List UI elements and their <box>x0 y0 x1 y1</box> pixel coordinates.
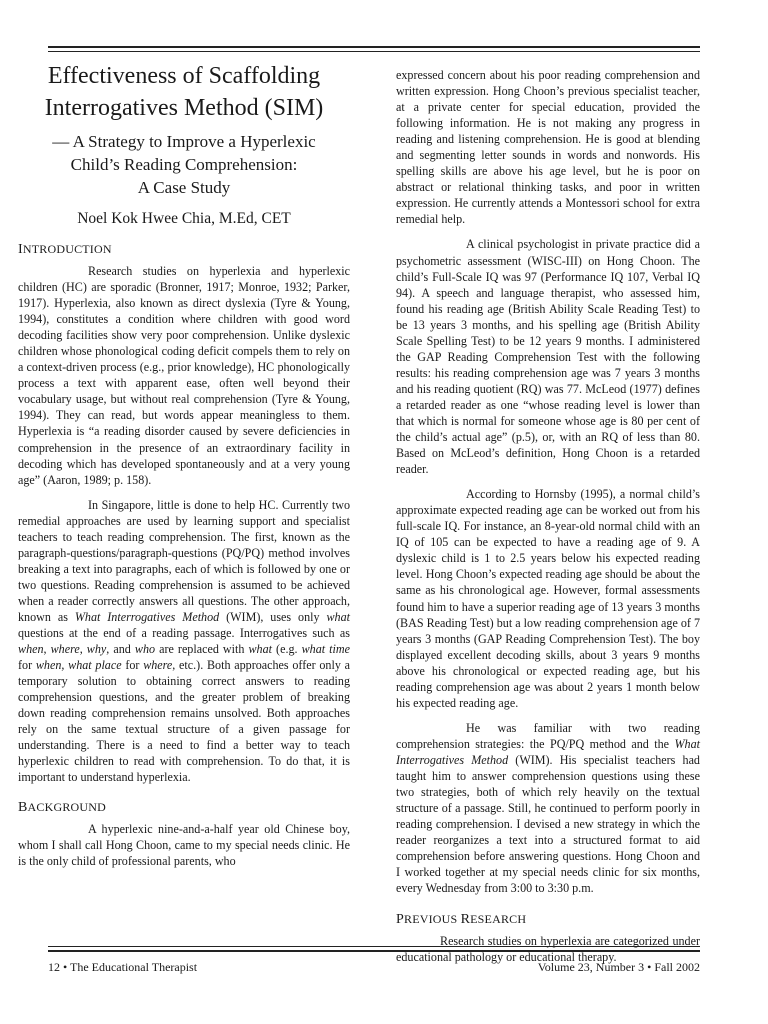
subtitle-line-3: A Case Study <box>137 178 231 197</box>
section-heading-previous-research: PREVIOUS RESEARCH <box>396 912 527 928</box>
top-rule-thin <box>48 51 700 52</box>
footer-page-info: 12 • The Educational Therapist <box>48 960 198 974</box>
intro-paragraph-2: In Singapore, little is done to help HC. Currently two remedial approaches are used by learning support and specialist teachers to teach reading comprehension. The first, known as the paragraph-questions/paragraph-questions (PQ/PQ) method involves breaking a text into paragraphs, each of which is followed by one or two questions. Reading comprehension is assumed to be achieved when a reader correctly answers all questions. The other approach, known as What Interrogatives Method (WIM), uses only what questions at the end of a reading passage. Interrogatives such as when, where, why, and who are replaced with what (e.g. what time for when, what place for where, etc.). Both approaches offer only a temporary solution to obtaining correct answers to reading comprehension questions, and the greater problem of breaking down reading comprehension remains unsolved. Both approaches rely on the same textual structure of a given passage for understanding. There is a need to find a better way to teach hyperlexic children to read with comprehension. To do that, it is important to understand hyperlexia. <box>18 497 350 785</box>
background-paragraph-1: A hyperlexic nine-and-a-half year old Chinese boy, whom I shall call Hong Choon, came to my special needs clinic. He is the only child of professional parents, who <box>18 821 350 868</box>
bottom-rule <box>48 950 700 952</box>
right-column <box>396 67 700 974</box>
footer-issue-info: Volume 23, Number 3 • Fall 2002 <box>537 960 700 974</box>
subtitle-line-2: Child’s Reading Comprehension: <box>70 155 298 174</box>
right-paragraph-4: He was familiar with two reading comprehension strategies: the PQ/PQ method and the What Interrogatives Method (WIM). His specialist teachers had taught him to answer comprehension questions using these two strategies, both of which rely heavily on the textual structure of a passage. Still, he continued to perform poorly in reading comprehension. I devised a new strategy in which the reader reorganizes a text into a structured format to aid comprehension before answering questions. Hong Choon and I worked together at my special needs clinic for six months, every Wednesday from 3:00 to 3:30 p.m. <box>396 720 700 896</box>
title-line-2: Interrogatives Method (SIM) <box>44 95 324 121</box>
intro-paragraph-1: Research studies on hyperlexia and hyperlexic children (HC) are sporadic (Bronner, 1917; Monroe, 1932; Parker, 1917). Hyperlexia, also known as direct dyslexia (Tyre & Young, 1994), constitutes a condition where children with good word decoding facilities show very poor comprehension. Unlike dyslexic children whose phonological coding deficit compels them to rely on a context-driven process (e.g., prior knowledge), HC phonologically process a text with apparent ease, often well beyond their vocabulary usage, but without real comprehension (Tyre & Young, 1994). They can read, but words appear meaningless to them. Hyperlexia is “a reading disorder caused by severe deficiencies in comprehension in the presence of an extraordinary facility in decoding which has developed spontaneously and at a very young age” (Aaron, 1989; p. 158). <box>18 264 350 487</box>
subtitle-line-1: — A Strategy to Improve a Hyperlexic <box>52 132 316 151</box>
section-heading-background: BACKGROUND <box>18 799 107 815</box>
previous-research-paragraph-1: Research studies on hyperlexia are categorized under educational pathology or educational therapy. <box>396 934 700 965</box>
article-subtitle <box>18 130 350 199</box>
top-rule <box>48 46 700 48</box>
right-paragraph-3: According to Hornsby (1995), a normal child’s approximate expected reading age can be worked out from his full-scale IQ. For instance, an 8-year-old normal child with an IQ of 105 can be expected to have a reading age of 9. A dyslexic child is 1 to 2.5 years below his expected reading level. Hong Choon’s expected reading age should be about the same as his chronological age. However, formal assessments found him to have a superior reading age of 13 years 3 months (BAS Reading Test) but a low reading comprehension age of 7 years 3 months (GAP Reading Comprehension Test). The boy displayed excellent decoding skills, about 3 years 9 months above his chronological or expected reading age, but his reading comprehension age was about 2 years 1 month below his expected reading age. <box>396 487 700 710</box>
bottom-rule-thin <box>48 946 700 947</box>
article-title <box>18 60 350 124</box>
section-heading-introduction: INTRODUCTION <box>18 242 112 257</box>
title-line-1: Effectiveness of Scaffolding <box>47 63 321 89</box>
left-column <box>18 60 350 878</box>
author-line: Noel Kok Hwee Chia, M.Ed, CET <box>77 210 291 227</box>
right-paragraph-2: A clinical psychologist in private practice did a psychometric assessment (WISC-III) on Hong Choon. The child’s Full-Scale IQ was 97 (Performance IQ 107, Verbal IQ 94). A speech and language therapist, who assessed him, found his reading age (British Ability Scale Reading Test) to be 13 years 3 months, and his spelling age (British Ability Scale Spelling Test) to be 12 years 9 months. I administered the GAP Reading Comprehension Test with the following results: his reading comprehension age was 7 years 3 months and his reading quotient (RQ) was 77. McLeod (1977) defines a retarded reader as one “whose reading level is lower than that which is normal for someone whose age is 80 per cent of the child’s actual age” (p.5), or, with an RQ of less than 80. Based on McLeod’s definition, Hong Choon is a retarded reader. <box>396 237 700 477</box>
right-paragraph-1: expressed concern about his poor reading comprehension and written expression. Hong Choon’s previous specialist teacher, at a private center for special education, provided the following information. He is not making any progress in reading and listening comprehension. He is good at blending and segmenting letter sounds in words and nonwords. His spelling skills are above his age level, but he is poor on abstract or relational thinking tasks, and poor in written expression. He currently attends a Montessori school for extra remedial help. <box>396 68 700 227</box>
